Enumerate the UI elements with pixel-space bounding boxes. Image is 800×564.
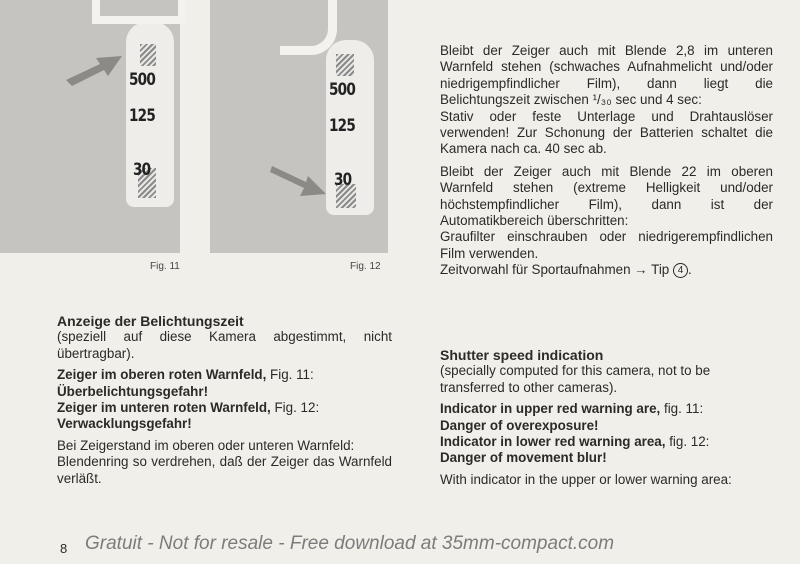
paragraph-sport: Zeitvorwahl für Sportaufnahmen → Tip 4 . xyxy=(440,262,692,278)
movement-blur-en: Danger of movement blur! xyxy=(440,450,607,466)
page-number: 8 xyxy=(60,541,68,556)
warning-upper-label: Zeiger im oberen roten Warnfeld, xyxy=(57,367,267,383)
scale-30: 30 xyxy=(133,160,151,180)
figure-12-hook xyxy=(280,0,337,55)
overexposure-de: Überbelichtungsgefahr! xyxy=(57,383,209,399)
warning-lower-label: Zeiger im unteren roten Warnfeld, xyxy=(57,400,271,416)
sport-tip-text: Zeitvorwahl für Sportaufnahmen → Tip xyxy=(440,262,670,278)
section-heading-en: Shutter speed indication xyxy=(440,347,604,363)
paragraph-tripod: Stativ oder feste Unterlage und Drahtauslöser verwenden! Zur Schonung der Batterien schaltet die Kamera nach ca. 40 sec ab. xyxy=(440,108,773,157)
scale-500: 500 xyxy=(329,80,355,100)
scale-500: 500 xyxy=(129,70,155,90)
warning-upper-label-en: Indicator in upper red warning are, xyxy=(440,401,661,417)
figure-11-hook xyxy=(92,0,186,24)
figure-12-caption: Fig. 12 xyxy=(350,261,381,272)
right-column-english xyxy=(440,347,773,488)
warning-upper-de xyxy=(57,367,392,383)
arrow-icon xyxy=(66,50,126,90)
movement-blur-de: Verwacklungsgefahr! xyxy=(57,416,192,432)
right-column xyxy=(440,43,773,279)
scale-125: 125 xyxy=(329,116,355,136)
instruction-de: Bei Zeigerstand im oberen oder unteren Warnfeld: xyxy=(57,437,355,453)
figure-11-caption: Fig. 11 xyxy=(150,261,180,272)
upper-warning-field xyxy=(140,44,156,66)
scale-30: 30 xyxy=(334,170,352,190)
warning-lower-ref-en: fig. 12: xyxy=(665,434,710,450)
figure-11-image xyxy=(0,0,180,253)
warning-upper-ref-en: fig. 11: xyxy=(660,401,704,417)
section-subtitle-en: (specially computed for this camera, not to be transferred to other cameras). xyxy=(440,363,711,395)
warning-upper-en xyxy=(440,401,773,417)
warning-lower-ref: Fig. 12: xyxy=(270,400,320,416)
warning-lower-de xyxy=(57,400,392,416)
paragraph-aperture-28: Bleibt der Zeiger auch mit Blende 2,8 im unteren Warnfeld stehen (schwaches Aufnahmelicht und/oder niedrigempfindlicher Film), dann liegt die Belichtungszeit zwischen ¹/₃₀ sec und 4 sec: xyxy=(440,43,773,108)
instruction-en: With indicator in the upper or lower warning area: xyxy=(440,471,732,487)
warning-lower-label-en: Indicator in lower red warning area, xyxy=(440,434,666,450)
warning-lower-en xyxy=(440,434,773,450)
watermark: Gratuit - Not for resale - Free download at 35mm-compact.com xyxy=(85,533,615,554)
warning-upper-ref: Fig. 11: xyxy=(266,367,314,383)
tip-number-badge: 4 xyxy=(673,263,688,278)
overexposure-en: Danger of overexposure! xyxy=(440,417,599,433)
upper-warning-field xyxy=(336,54,354,76)
paragraph-gray-filter: Graufilter einschrauben oder niedrigerempfindlichen Film verwenden. xyxy=(440,229,773,261)
instruction-detail-de: Blendenring so verdrehen, daß der Zeiger das Warnfeld verläßt. xyxy=(57,454,392,486)
left-column xyxy=(57,313,392,487)
section-subtitle-de: (speziell auf diese Kamera abgestimmt, nicht übertragbar). xyxy=(57,329,392,361)
paragraph-aperture-22: Bleibt der Zeiger auch mit Blende 22 im oberen Warnfeld stehen (extreme Helligkeit und/oder höchstempfindlicher Film), dann ist der Automatikbereich überschritten: xyxy=(440,163,773,229)
section-heading-de: Anzeige der Belichtungszeit xyxy=(57,313,244,329)
arrow-icon xyxy=(270,160,330,200)
scale-125: 125 xyxy=(129,106,155,126)
